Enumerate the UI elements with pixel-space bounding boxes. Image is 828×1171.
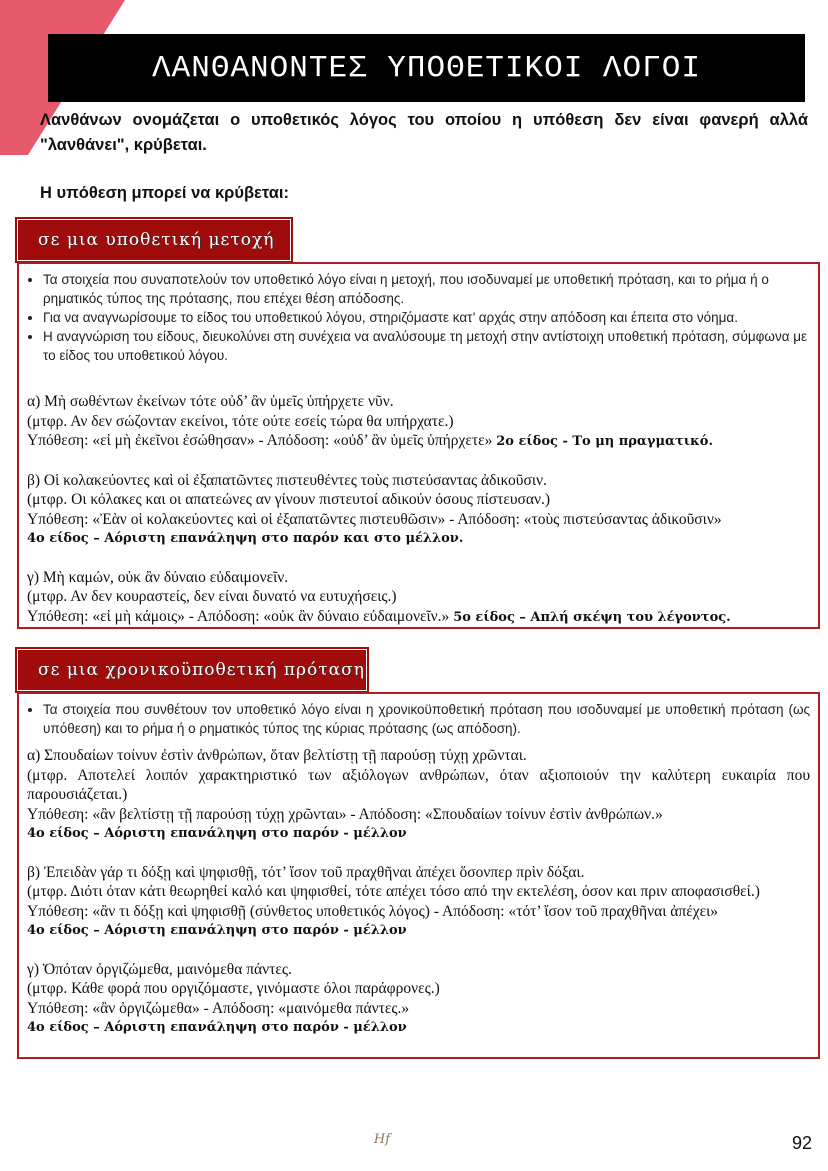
- example-translation: (μτφρ. Αποτελεί λοιπόν χαρακτηριστικό των αξιόλογων ανθρώπων, όταν αξιοποιούν την καλύτερη ευκαιρία που παρουσιάζεται.): [27, 766, 810, 803]
- example-translation: (μτφρ. Αν δεν κουραστείς, δεν είναι δυνατό να ευτυχήσεις.): [27, 588, 397, 605]
- example-b: [27, 863, 810, 941]
- page-number: 92: [792, 1133, 813, 1153]
- example-a: [27, 746, 810, 844]
- section2-box: [17, 692, 820, 1059]
- example-sentence: α) Μὴ σωθέντων ἐκείνων τότε οὐδ’ ἂν ὑμεῖς ὑπήρχετε νῦν.: [27, 393, 394, 410]
- example-analysis: Υπόθεση: «ἂν βελτίστῃ τῇ παρούσῃ τύχῃ χρῶνται» - Απόδοση: «Σπουδαίων τοίνυν ἐστὶν ἀνθρώπων.»: [27, 805, 663, 823]
- example-translation: (μτφρ. Διότι όταν κάτι θεωρηθεί καλό και ψηφισθεί, τότε απέχει τόσο από την εκτελέση, όσον και πριν αποφασισθεί.): [27, 883, 760, 900]
- page-title-bar: [48, 34, 805, 102]
- section1-box: [17, 262, 820, 629]
- example-sentence: γ) Ὁπόταν ὀργιζώμεθα, μαινόμεθα πάντες.: [27, 960, 292, 978]
- example-type: 5ο είδος – Απλή σκέψη του λέγοντος.: [453, 609, 731, 625]
- bullet: • Τα στοιχεία που συναποτελούν τον υποθετικό λόγο είναι η μετοχή, που ισοδυναμεί με υποθετική πρόταση, και το ρήμα ή ο ρηματικός τύπος της πρότασης, που επέχει θέση απόδοσης.: [43, 270, 810, 308]
- example-sentence: α) Σπουδαίων τοίνυν ἐστὶν ἀνθρώπων, ὅταν βελτίστῃ τῇ παρούσῃ τύχῃ χρῶνται.: [27, 747, 527, 764]
- example-c: [27, 568, 810, 628]
- example-sentence: β) Οἱ κολακεύοντες καὶ οἱ ἐξαπατῶντες πιστευθέντες τοὺς πιστεύσαντας ἀδικοῦσιν.: [27, 471, 547, 489]
- example-translation: (μτφρ. Οι κόλακες και οι απατεώνες αν γίνουν πιστευτοί αδικούν όσους πίστευσαν.): [27, 491, 551, 508]
- example-b: [27, 471, 810, 549]
- example-sentence: γ) Μὴ καμών, οὐκ ἂν δύναιο εὐδαιμονεῖν.: [27, 568, 289, 586]
- subtitle: Η υπόθεση μπορεί να κρύβεται:: [40, 184, 290, 202]
- intro-paragraph: Λανθάνων ονομάζεται ο υποθετικός λόγος του οποίου η υπόθεση δεν είναι φανερή αλλά "λανθάνει", κρύβεται.: [40, 111, 808, 154]
- example-analysis: Υπόθεση: «Ἐὰν οἱ κολακεύοντες καὶ οἱ ἐξαπατῶντες πιστευθῶσιν» - Απόδοση: «τοὺς πιστεύσαντας ἀδικοῦσιν»: [27, 510, 722, 528]
- section1-bullets: [27, 270, 810, 365]
- example-analysis: Υπόθεση: «ἂν ὀργιζώμεθα» - Απόδοση: «μαινόμεθα πάντες.»: [27, 999, 410, 1017]
- section2-heading-text: σε μια χρονικοϋποθετική πρόταση: [38, 660, 365, 680]
- example-sentence: β) Ἐπειδὰν γάρ τι δόξῃ καὶ ψηφισθῇ, τότ’ ἴσον τοῦ πραχθῆναι ἀπέχει ὅσονπερ πρὶν δόξαι.: [27, 863, 585, 881]
- example-translation: (μτφρ. Κάθε φορά που οργιζόμαστε, γινόμαστε όλοι παράφρονες.): [27, 980, 440, 997]
- section1-heading-text: σε μια υποθετική μετοχή: [38, 230, 275, 250]
- example-type: 4ο είδος – Αόριστη επανάληψη στο παρόν - μέλλον: [27, 923, 407, 938]
- page-title: ΛΑΝΘΑΝΟΝΤΕΣ ΥΠΟΘΕΤΙΚΟΙ ΛΟΓΟΙ: [152, 50, 701, 86]
- example-a: [27, 392, 810, 452]
- example-type: 4ο είδος – Αόριστη επανάληψη στο παρόν - μέλλον: [27, 826, 407, 841]
- author-logo: Hf: [373, 1132, 391, 1147]
- example-type: 2ο είδος - Το μη πραγματικό.: [496, 434, 713, 449]
- example-c: [27, 960, 810, 1038]
- example-translation: (μτφρ. Αν δεν σώζονταν εκείνοι, τότε ούτε εσείς τώρα θα υπήρχατε.): [27, 412, 454, 430]
- example-analysis: Υπόθεση: «εἰ μὴ κάμοις» - Απόδοση: «οὐκ ἂν δύναιο εὐδαιμονεῖν.»: [27, 607, 454, 625]
- section2-bullets: [27, 700, 810, 738]
- bullet: • Τα στοιχεία που συνθέτουν τον υποθετικό λόγο είναι η χρονικοϋποθετική πρόταση που ισοδυναμεί με υποθετική πρόταση (ως υπόθεση) και το ρήμα ή ο ρηματικός τύπος της κύριας πρότασης (ως απόδοση).: [43, 700, 810, 738]
- section1-heading: [17, 219, 291, 261]
- bullet: • Η αναγνώριση του είδους, διευκολύνει στη συνέχεια να αναλύσουμε τη μετοχή στην αντίστοιχη υποθετική πρόταση, σύμφωνα με το είδος του υποθετικού λόγου.: [43, 327, 810, 365]
- example-type: 4ο είδος – Αόριστη επανάληψη στο παρόν - μέλλον: [27, 1020, 407, 1035]
- example-analysis: Υπόθεση: «εἰ μὴ ἐκεῖνοι ἐσώθησαν» - Απόδοση: «οὐδ’ ἂν ὑμεῖς ὑπήρχετε»: [27, 432, 497, 449]
- example-type: 4ο είδος – Αόριστη επανάληψη στο παρόν και στο μέλλον.: [27, 531, 464, 546]
- example-analysis: Υπόθεση: «ἂν τι δόξῃ καὶ ψηφισθῇ (σύνθετος υποθετικός λόγος) - Απόδοση: «τότ’ ἴσον τοῦ πραχθῆναι ἀπέχει»: [27, 902, 719, 920]
- section2-heading: [17, 649, 367, 691]
- bullet: • Για να αναγνωρίσουμε το είδος του υποθετικού λόγου, στηριζόμαστε κατ’ αρχάς στην απόδοση και έπειτα στο νόημα.: [43, 308, 810, 327]
